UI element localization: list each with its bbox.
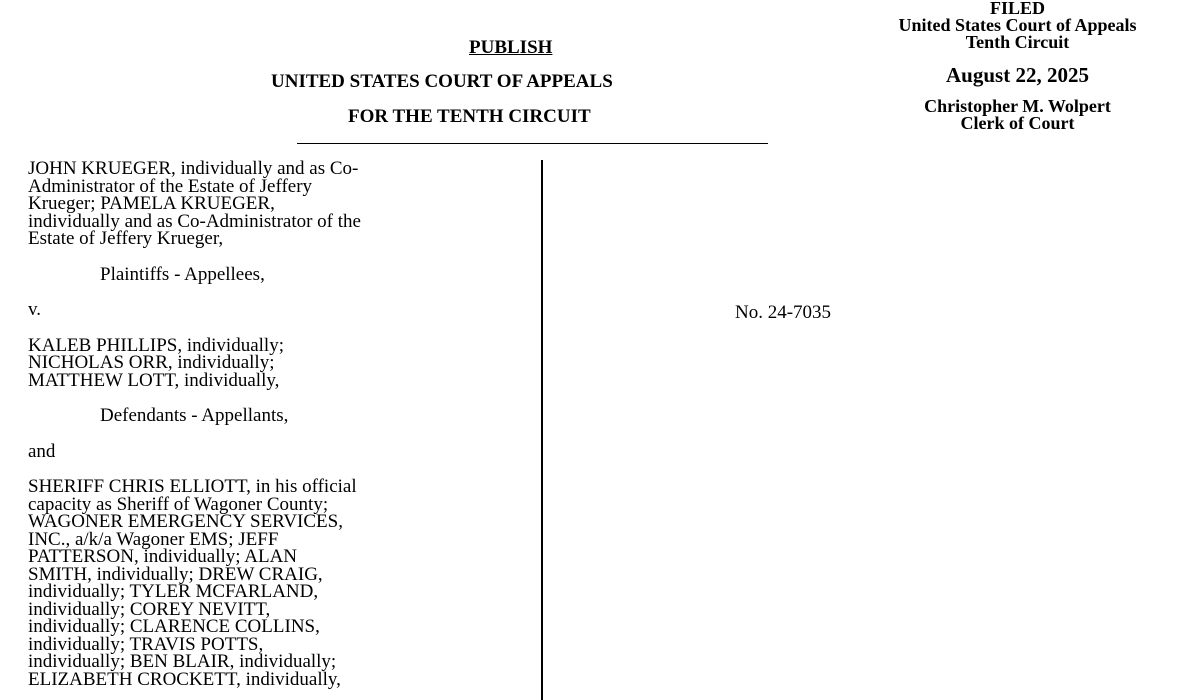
caption-line: WAGONER EMERGENCY SERVICES, — [28, 511, 343, 532]
case-caption — [28, 160, 538, 688]
caption-line: individually; CLARENCE COLLINS, — [28, 616, 320, 637]
caption-line: individually; COREY NEVITT, — [28, 598, 271, 620]
caption-line: INC., a/k/a Wagoner EMS; JEFF — [28, 528, 279, 550]
filed-stamp — [820, 0, 1200, 132]
caption-line: NICHOLAS ORR, individually; — [28, 352, 275, 373]
caption-line: individually; BEN BLAIR, individually; — [28, 651, 337, 672]
and-connector: and — [28, 440, 56, 462]
filed-court: United States Court of Appeals — [898, 15, 1137, 35]
versus: v. — [28, 299, 42, 320]
caption-line: SHERIFF CHRIS ELLIOTT, in his official — [28, 476, 357, 497]
filed-date: August 22, 2025 — [946, 63, 1089, 87]
caption-divider — [541, 160, 543, 700]
circuit-title: FOR THE TENTH CIRCUIT — [348, 106, 591, 127]
caption-line: capacity as Sheriff of Wagoner County; — [28, 493, 329, 515]
court-title: UNITED STATES COURT OF APPEALS — [271, 71, 613, 92]
clerk-name: Christopher M. Wolpert — [924, 96, 1111, 116]
header-rule — [297, 143, 768, 144]
caption-line: individually; TRAVIS POTTS, — [28, 633, 264, 655]
publish-heading: PUBLISH — [469, 37, 553, 58]
caption-line: KALEB PHILLIPS, individually; — [28, 334, 284, 356]
caption-line: Krueger; PAMELA KRUEGER, — [28, 193, 275, 214]
caption-line: individually and as Co-Administrator of the — [28, 210, 361, 232]
defendants-role: Defendants - Appellants, — [100, 405, 289, 426]
plaintiffs-role: Plaintiffs - Appellees, — [100, 263, 265, 285]
filed-circuit: Tenth Circuit — [965, 32, 1070, 52]
caption-line: Administrator of the Estate of Jeffery — [28, 175, 313, 197]
filed-label: FILED — [989, 0, 1045, 18]
caption-line: MATTHEW LOTT, individually, — [28, 369, 280, 391]
caption-line: Estate of Jeffery Krueger, — [28, 228, 224, 249]
caption-line: individually; TYLER MCFARLAND, — [28, 581, 319, 602]
caption-line: SMITH, individually; DREW CRAIG, — [28, 563, 323, 585]
caption-line: JOHN KRUEGER, individually and as Co- — [28, 158, 359, 179]
case-number: No. 24-7035 — [735, 302, 832, 323]
clerk-title: Clerk of Court — [960, 113, 1075, 133]
caption-line: PATTERSON, individually; ALAN — [28, 546, 298, 567]
caption-line: ELIZABETH CROCKETT, individually, — [28, 668, 341, 690]
